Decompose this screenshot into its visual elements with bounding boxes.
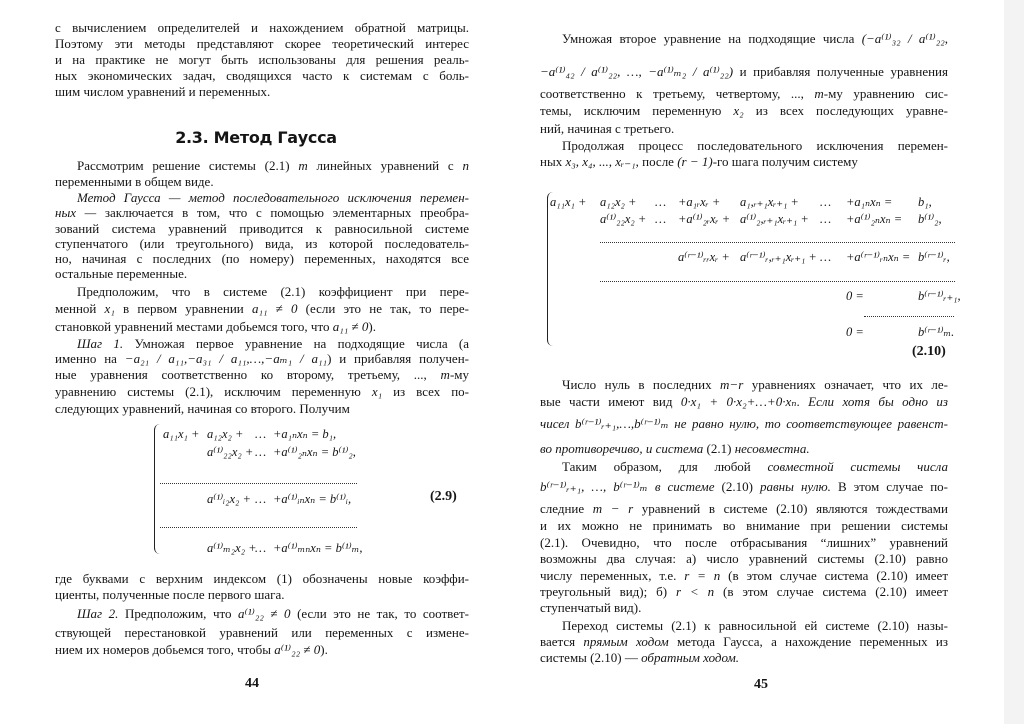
text-segment: -му <box>449 367 469 382</box>
text-segment: m <box>440 367 450 382</box>
text-segment: нием их номеров добьемся того, чтобы <box>55 642 275 657</box>
text-segment: 0·x₁ + 0·x₂+…+0·xₙ <box>680 394 797 409</box>
text-segment: равны нулю. <box>760 479 831 494</box>
text-line <box>540 103 948 119</box>
text-segment: ные уравнения соответственно ко второму, третьему, ..., <box>55 367 441 382</box>
text-segment: где буквами с верхним индексом (1) обозначены новые коэффи- <box>55 571 469 586</box>
text-line <box>540 479 948 495</box>
text-segment: следующих уравнений, начиная со второго. Получим <box>55 401 350 416</box>
text-segment: числу переменных, т.е. <box>540 568 685 583</box>
text-segment: ). <box>320 642 328 657</box>
text-line <box>55 52 469 68</box>
text-segment: уравнениях означает, что их ле- <box>743 377 948 392</box>
dotted-separator <box>160 483 357 484</box>
text-segment: с вычислением определителей и нахождением обратной матрицы. <box>55 20 469 35</box>
text-segment: заключается в том, что с помощью элементарных преобра- <box>96 205 470 220</box>
text-segment: В этом случае по- <box>830 479 948 494</box>
equation-term: a⁽¹⁾₂,ᵣ₊₁xᵣ₊₁ + <box>740 212 809 226</box>
text-segment: Таким образом, для любой <box>562 459 768 474</box>
equation-term: … <box>255 492 267 506</box>
text-segment: и на практике не могут быть использованы для решения реаль- <box>55 52 469 67</box>
section-heading: 2.3. Метод Гаусса <box>175 128 337 147</box>
text-line <box>77 190 469 206</box>
text-line <box>77 158 469 174</box>
equation-term: +a₁ₙxₙ = b₁, <box>273 427 337 441</box>
text-segment: Продолжая процесс последовательного исключения перемен- <box>562 138 948 153</box>
dotted-separator <box>864 316 954 317</box>
text-segment: во противоречиво, и система <box>540 441 707 456</box>
equation-term: a⁽¹⁾₂₂x₂ + <box>207 445 254 459</box>
text-segment: b⁽ʳ⁻¹⁾ᵣ₊₁, …, b⁽ʳ⁻¹⁾ₘ в системе <box>540 479 722 494</box>
equation-term: +a⁽¹⁾₂ᵣxᵣ + <box>678 212 731 226</box>
text-segment: a⁽¹⁾₂₂ ≠ 0 <box>238 606 291 621</box>
text-segment: (в этом случае система (2.10) имеет <box>720 568 948 583</box>
text-segment: становкой уравнений местами добьемся того, что <box>55 319 333 334</box>
text-line <box>540 86 948 102</box>
text-line <box>540 568 948 584</box>
equation-term: … <box>655 212 667 226</box>
text-segment: (2.1) <box>706 441 735 456</box>
equation-term: b⁽ʳ⁻¹⁾ᵣ₊₁, <box>918 289 961 303</box>
text-segment: обратным ходом. <box>641 650 740 665</box>
text-segment: прямым ходом <box>583 634 669 649</box>
equation-term: a₁₁x₁ + <box>163 427 200 441</box>
equation-term: b₁, <box>918 195 932 209</box>
text-segment: в первом уравнении <box>114 301 252 316</box>
text-segment: Рассмотрим решение системы (2.1) <box>77 158 299 173</box>
equation-term: +a⁽¹⁾ᵢₙxₙ = b⁽¹⁾ᵢ, <box>273 492 352 506</box>
text-segment: Предположим, что <box>118 606 239 621</box>
equation-term: … <box>255 445 267 459</box>
text-line <box>540 64 948 80</box>
equation-term: +a⁽¹⁾₂ₙxₙ = <box>846 212 903 226</box>
text-segment: ствующей перестановкой уравнений или переменных с измене- <box>55 625 469 640</box>
text-segment: r < n <box>675 584 715 599</box>
text-segment: циенты, полученные после первого шага. <box>55 587 285 602</box>
dotted-separator <box>600 242 955 243</box>
text-segment: возможны два случая: а) число уравнений системы (2.10) равно <box>540 551 948 566</box>
text-segment: ) и прибавляя получен- <box>327 351 469 366</box>
text-line <box>540 634 948 650</box>
text-line <box>55 384 469 400</box>
equation-term: a⁽ʳ⁻¹⁾ᵣᵣxᵣ + <box>678 250 730 264</box>
text-segment: -му уравнению сис- <box>823 86 948 101</box>
text-segment: ступенчатый вид). <box>540 600 642 615</box>
text-segment: Умножая первое уравнение на подходящие числа (а <box>123 336 469 351</box>
text-line <box>55 642 469 658</box>
text-segment: Если хотя бы одно из <box>808 394 948 409</box>
equation-term: a⁽¹⁾₂₂x₂ + <box>600 212 647 226</box>
equation-term: a⁽ʳ⁻¹⁾ᵣ,ᵣ₊₁xᵣ₊₁ + <box>740 250 817 264</box>
text-segment: m − r <box>592 501 634 516</box>
text-line <box>562 138 948 154</box>
text-line <box>55 587 469 603</box>
text-segment: , после <box>635 154 678 169</box>
text-line <box>540 535 948 551</box>
text-segment: из всех по- <box>382 384 470 399</box>
text-segment: x₃, x₄, ..., xᵣ₋₁ <box>565 154 636 169</box>
text-segment: Умножая второе уравнение на подходящие числа <box>562 31 862 46</box>
text-segment: несовместна. <box>734 441 810 456</box>
text-segment: уравнению системы (2.1), исключим переменную <box>55 384 372 399</box>
equation-term: +a⁽ʳ⁻¹⁾ᵣₙxₙ = <box>846 250 911 264</box>
text-line <box>55 266 469 282</box>
text-segment: (в этом случае система (2.10) имеет <box>714 584 948 599</box>
equation-term: 0 = <box>846 325 864 339</box>
equation-term: +a₁ₙxₙ = <box>846 195 893 209</box>
text-segment: соответственно к третьему, четвертому, ..., <box>540 86 815 101</box>
text-segment: метода Гаусса, а нахождение переменных из <box>668 634 948 649</box>
text-line <box>55 36 469 52</box>
equation-term: a⁽¹⁾ₘ₂x₂ + <box>207 541 257 555</box>
text-segment: Предположим, что в системе (2.1) коэффициент при пере- <box>77 284 469 299</box>
text-line <box>55 236 469 252</box>
equation-term: a⁽¹⁾ᵢ₂x₂ + <box>207 492 251 506</box>
equation-term: … <box>255 427 267 441</box>
text-segment: треугольный вид); б) <box>540 584 676 599</box>
text-line <box>55 351 469 367</box>
book-edge <box>1004 0 1024 724</box>
text-segment: (2.10) <box>721 479 760 494</box>
text-segment: m <box>298 158 308 173</box>
text-line <box>540 551 948 567</box>
text-line <box>55 20 469 36</box>
text-segment: следние <box>540 501 593 516</box>
text-line <box>540 121 948 137</box>
text-line <box>55 251 469 267</box>
equation-term: b⁽¹⁾₂, <box>918 212 942 226</box>
text-segment: из всех последующих уравне- <box>743 103 948 118</box>
equation-term: +a₁ᵣxᵣ + <box>678 195 721 209</box>
text-segment: (если это не так, то соответ- <box>290 606 470 621</box>
text-segment: системы (2.10) — <box>540 650 642 665</box>
text-segment: ных экономических задач, сводящихся часто к системам с боль- <box>55 68 469 83</box>
equation-term: b⁽ʳ⁻¹⁾ᵣ, <box>918 250 950 264</box>
text-segment: Метод Гаусса — метод последовательного исключения перемен- <box>77 190 469 205</box>
text-segment: −a₂₁ / a₁₁,−a₃₁ / a₁₁,…,−aₘ₁ / a₁₁ <box>124 351 328 366</box>
text-line <box>55 625 469 641</box>
equation-term: a₁,ᵣ₊₁xᵣ₊₁ + <box>740 195 799 209</box>
text-line <box>540 394 948 410</box>
text-line <box>77 336 469 352</box>
text-segment: зований система уравнений приводится к равносильной системе <box>55 221 469 236</box>
text-segment: Число нуль в последних <box>562 377 721 392</box>
text-line <box>55 301 469 317</box>
text-segment: −a⁽¹⁾₄₂ / a⁽¹⁾₂₂, …, −a⁽¹⁾ₘ₂ / a⁽¹⁾₂₂) <box>540 64 734 79</box>
dotted-separator <box>600 281 955 282</box>
text-line <box>562 377 948 393</box>
text-segment: вается <box>540 634 584 649</box>
equation-term: a₁₁x₁ + <box>550 195 587 209</box>
text-segment: и их можно не принимать во внимание при решении системы <box>540 518 948 533</box>
text-segment: x₂ <box>733 103 744 118</box>
text-segment: x₁ <box>371 384 383 399</box>
text-segment: переменными в общем виде. <box>55 174 214 189</box>
text-segment: Поэтому эти методы представляют скорее теоретический интерес <box>55 36 469 51</box>
text-line <box>562 459 948 475</box>
text-line <box>562 31 948 47</box>
text-line <box>540 416 948 432</box>
text-segment: именно на <box>55 351 125 366</box>
equation-term: … <box>820 195 832 209</box>
text-segment: темы, исключим переменную <box>540 103 734 118</box>
text-segment: a₁₁ ≠ 0 <box>251 301 298 316</box>
text-line <box>540 650 948 666</box>
equation-term: b⁽ʳ⁻¹⁾ₘ. <box>918 325 955 339</box>
text-segment: совместной системы числа <box>767 459 948 474</box>
text-segment: -го шага получим систему <box>712 154 858 169</box>
text-segment: r = n <box>684 568 721 583</box>
text-line <box>55 84 469 100</box>
text-segment: остальные переменные. <box>55 266 188 281</box>
text-line <box>540 600 948 616</box>
equation-term: +a⁽¹⁾ₘₙxₙ = b⁽¹⁾ₘ, <box>273 541 363 555</box>
equation-label-2-9: (2.9) <box>430 489 457 504</box>
text-segment: ступенчатого (или треугольного) вида, из которой последователь- <box>55 236 469 251</box>
text-segment: n <box>462 158 469 173</box>
text-line <box>540 518 948 534</box>
right-page <box>512 0 1005 724</box>
text-line <box>55 221 469 237</box>
dotted-separator <box>160 527 357 528</box>
text-line <box>540 154 948 170</box>
text-segment: . <box>796 394 809 409</box>
text-segment: уравнений в системе (2.10) являются тождествами <box>633 501 948 516</box>
text-segment: Шаг 2. <box>77 606 119 621</box>
text-segment: (r − 1) <box>677 154 713 169</box>
text-segment: m <box>814 86 824 101</box>
text-segment: вые части имеют вид <box>540 394 681 409</box>
text-segment: Переход системы (2.1) к равносильной ей системе (2.10) назы- <box>562 618 948 633</box>
text-segment: но, начиная с последних (по номеру) переменных, находятся все <box>55 251 469 266</box>
text-line <box>55 205 469 221</box>
equation-term: a₁₂x₂ + <box>207 427 244 441</box>
text-line <box>55 367 469 383</box>
equation-term: a₁₂x₂ + <box>600 195 637 209</box>
text-line <box>55 319 469 335</box>
text-line <box>55 401 469 417</box>
equation-term: 0 = <box>846 289 864 303</box>
text-segment: и прибавляя полученные уравнения <box>733 64 948 79</box>
text-segment: чисел b⁽ʳ⁻¹⁾ᵣ₊₁,…,b⁽ʳ⁻¹⁾ₘ не равно нулю, то соответствующее равенст- <box>540 416 948 431</box>
text-line <box>540 501 948 517</box>
equation-term: … <box>255 541 267 555</box>
text-line <box>562 618 948 634</box>
text-segment: ных — <box>55 205 97 220</box>
text-line <box>55 68 469 84</box>
text-segment: менной <box>55 301 105 316</box>
text-segment: m−r <box>720 377 744 392</box>
equation-label-2-10: (2.10) <box>912 344 946 359</box>
text-segment: (2.1). Очевидно, что после отбрасывания “лишних” уравнений <box>540 535 948 550</box>
text-line <box>540 584 948 600</box>
text-segment: a⁽¹⁾₂₂ ≠ 0 <box>274 642 321 657</box>
text-segment: (если это не так, то пере- <box>297 301 469 316</box>
text-segment: x₁ <box>104 301 115 316</box>
equation-term: +a⁽¹⁾₂ₙxₙ = b⁽¹⁾₂, <box>273 445 356 459</box>
equation-term: … <box>820 250 832 264</box>
text-segment: линейных уравнений с <box>307 158 463 173</box>
text-segment: ных <box>540 154 566 169</box>
text-segment: Шаг 1. <box>77 336 124 351</box>
page-number-right: 45 <box>754 677 768 692</box>
equation-brace <box>547 192 554 346</box>
text-segment: ). <box>368 319 376 334</box>
text-segment: ний, начиная с третьего. <box>540 121 675 136</box>
page-number-left: 44 <box>245 676 259 691</box>
text-segment: (−a⁽¹⁾₃₂ / a⁽¹⁾₂₂, <box>861 31 948 46</box>
text-line <box>55 571 469 587</box>
text-line <box>77 606 469 622</box>
text-line <box>55 174 469 190</box>
text-segment: шим числом уравнений и переменных. <box>55 84 271 99</box>
equation-term: … <box>655 195 667 209</box>
text-line <box>77 284 469 300</box>
text-segment: a₁₁ ≠ 0 <box>332 319 369 334</box>
equation-term: … <box>820 212 832 226</box>
equation-brace <box>154 424 161 554</box>
text-line <box>540 441 948 457</box>
